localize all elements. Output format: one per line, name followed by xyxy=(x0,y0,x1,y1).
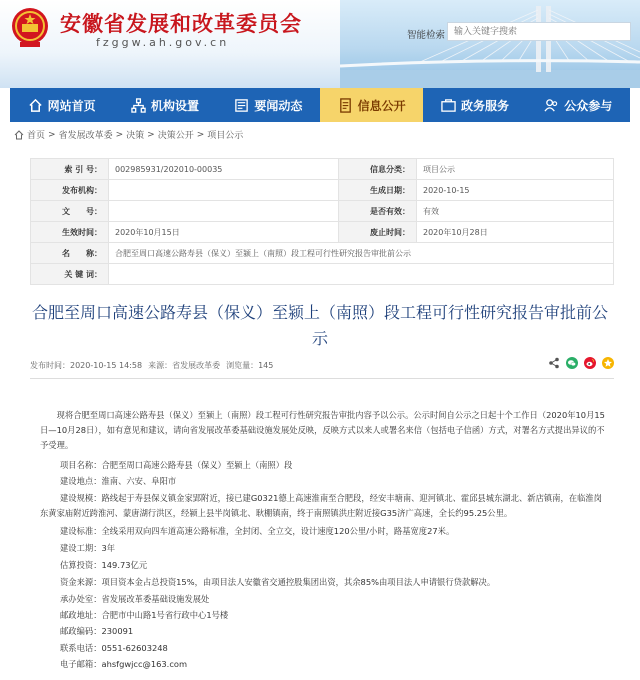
breadcrumb-item[interactable]: 省发展改革委 xyxy=(58,131,113,141)
share-icon[interactable] xyxy=(548,357,560,369)
meta-key: 生成日期： xyxy=(339,180,417,201)
meta-key: 文 号： xyxy=(31,201,109,222)
breadcrumb-item[interactable]: 决策 xyxy=(126,131,145,141)
smart-search-link[interactable]: 智能检索 xyxy=(407,30,446,41)
meta-row xyxy=(31,222,614,243)
nav-item-news[interactable] xyxy=(217,88,320,122)
nav-item-label: 公众参与 xyxy=(564,98,613,113)
weibo-icon[interactable] xyxy=(584,357,596,369)
search-input[interactable] xyxy=(447,22,631,41)
detail-line: 联系电话：0551-62603248 xyxy=(60,643,168,653)
home-icon xyxy=(28,98,43,113)
detail-line: 邮政编码：230091 xyxy=(60,626,134,636)
meta-value: 合肥至周口高速公路寿县（保义）至颍上（南照）段工程可行性研究报告审批前公示 xyxy=(109,243,614,264)
info-icon xyxy=(338,98,353,113)
home-icon xyxy=(14,130,24,140)
breadcrumb-item[interactable]: 决策公开 xyxy=(157,131,194,141)
main-nav xyxy=(10,88,630,122)
news-icon xyxy=(234,98,249,113)
meta-value: 2020年10月15日 xyxy=(109,222,339,243)
share-buttons xyxy=(548,357,614,369)
detail-line: 电子邮箱：ahsfgwjcc@163.com xyxy=(60,659,188,669)
meta-value xyxy=(109,264,614,285)
detail-line: 估算投资：149.73亿元 xyxy=(60,560,148,570)
meta-value xyxy=(109,180,339,201)
wechat-icon[interactable] xyxy=(566,357,578,369)
nav-item-label: 信息公开 xyxy=(357,98,406,113)
meta-row xyxy=(31,180,614,201)
site-domain: fzggw.ah.gov.cn xyxy=(96,36,230,49)
detail-line: 建设标准：全线采用双向四车道高速公路标准，全封闭、全立交，设计速度120公里/小时，路基宽度27米。 xyxy=(60,526,455,536)
meta-value: 2020年10月28日 xyxy=(417,222,614,243)
detail-line: 承办处室：省发展改革委基础设施发展处 xyxy=(60,594,210,604)
detail-line: 建设工期：3年 xyxy=(60,543,116,553)
publish-time: 发布时间：2020-10-15 14:58 xyxy=(30,360,143,370)
meta-row xyxy=(31,264,614,285)
meta-value: 2020-10-15 xyxy=(417,180,614,201)
site-header xyxy=(0,0,640,88)
detail-line: 项目名称：合肥至周口高速公路寿县（保义）至颍上（南照）段 xyxy=(60,460,293,470)
service-icon xyxy=(441,98,456,113)
public-icon xyxy=(544,98,559,113)
document-meta-table xyxy=(30,158,614,285)
nav-item-label: 机构设置 xyxy=(150,98,199,113)
article-views: 浏览量：145 xyxy=(226,360,274,370)
meta-row xyxy=(31,159,614,180)
nav-item-label: 政务服务 xyxy=(460,98,509,113)
nav-item-info[interactable] xyxy=(320,88,423,122)
nav-item-home[interactable] xyxy=(10,88,113,122)
meta-key: 名 称： xyxy=(31,243,109,264)
nav-item-public[interactable] xyxy=(527,88,630,122)
article-title: 合肥至周口高速公路寿县（保义）至颍上（南照）段工程可行性研究报告审批前公示 xyxy=(31,303,608,348)
nav-item-service[interactable] xyxy=(423,88,526,122)
meta-value: 项目公示 xyxy=(417,159,614,180)
breadcrumb-separator: > xyxy=(147,129,155,140)
article-info-bar xyxy=(30,357,614,373)
article-source: 来源：省发展改革委 xyxy=(148,360,221,370)
detail-line: 邮政地址：合肥市中山路1号省行政中心1号楼 xyxy=(60,610,229,620)
meta-row xyxy=(31,243,614,264)
nav-item-org[interactable] xyxy=(113,88,216,122)
detail-line: 建设地点：淮南、六安、阜阳市 xyxy=(60,476,177,486)
meta-key: 废止时间： xyxy=(339,222,417,243)
breadcrumb-home[interactable]: 首页 xyxy=(27,131,46,141)
meta-value: 002985931/202010-00035 xyxy=(109,159,339,180)
divider xyxy=(30,378,614,379)
qzone-icon[interactable] xyxy=(602,357,614,369)
breadcrumb xyxy=(14,128,243,141)
site-title: 安徽省发展和改革委员会 xyxy=(60,12,302,36)
breadcrumb-separator: > xyxy=(48,129,56,140)
national-emblem-icon xyxy=(10,6,50,48)
nav-item-label: 要闻动态 xyxy=(254,98,303,113)
meta-key: 信息分类： xyxy=(339,159,417,180)
meta-row xyxy=(31,201,614,222)
meta-key: 索 引 号： xyxy=(31,159,109,180)
breadcrumb-separator: > xyxy=(115,129,124,140)
detail-line: 建设规模：路线起于寿县保义镇金家郢附近，接已建G0321德上高速淮南至合肥段，经安丰塘南、迎河镇北、霍邱县城东湖北、新店镇南，在临淮岗东黄家庙附近跨淮河、蒙唐湖行洪区，经颍上县半岗镇北、耿棚镇南，终于南照镇洪庄附近接G35济广高速，全长约95.25公里。 xyxy=(40,493,602,518)
meta-key: 发布机构： xyxy=(31,180,109,201)
bridge-illustration xyxy=(340,0,640,88)
nav-item-label: 网站首页 xyxy=(47,98,96,113)
meta-key: 关 键 词： xyxy=(31,264,109,285)
meta-value: 有效 xyxy=(417,201,614,222)
meta-key: 是否有效： xyxy=(339,201,417,222)
org-icon xyxy=(131,98,146,113)
breadcrumb-item[interactable]: 项目公示 xyxy=(207,131,244,141)
breadcrumb-separator: > xyxy=(196,129,205,140)
detail-line: 资金来源：项目资本金占总投资15%，由项目法人安徽省交通控股集团出资，其余85%由项目法人申请银行贷款解决。 xyxy=(60,577,496,587)
article-intro: 现将合肥至周口高速公路寿县（保义）至颍上（南照）段工程可行性研究报告审批内容予以公示。公示时间自公示之日起十个工作日（2020年10月15日—10月28日），如有意见和建议，请向省发展改革委基础设施发展处反映，反映方式以来人或署名来信（包括电子信函）方式，对署名方式提出异议的不予受理。 xyxy=(40,410,605,450)
meta-value xyxy=(109,201,339,222)
meta-key: 生效时间： xyxy=(31,222,109,243)
